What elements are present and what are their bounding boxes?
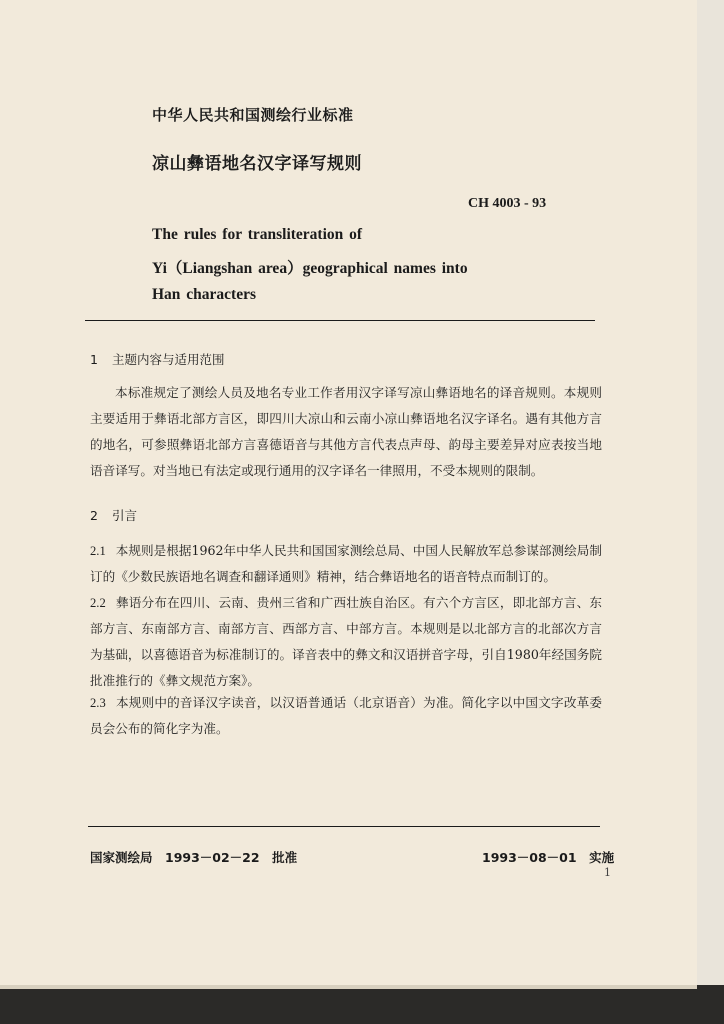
clause-2-1: [90, 538, 602, 590]
clause-number: 2.2: [90, 596, 106, 610]
clause-number: 2.3: [90, 696, 106, 710]
scan-margin-bottom: [0, 985, 724, 1024]
section-1-body: 本标准规定了测绘人员及地名专业工作者用汉字译写凉山彝语地名的译音规则。本规则主要适用于彝语北部方言区，即四川大凉山和云南小凉山彝语地名汉字译名。遇有其他方言的地名，可参照彝语北部方言喜德语音与其他方言代表点声母、韵母主要差异对应表按当地语音译写。对当地已有法定或现行通用的汉字译名一律照用，不受本规则的限制。: [90, 385, 602, 478]
clause-text: 本规则中的音译汉字读音，以汉语普通话（北京语音）为准。简化字以中国文字改革委员会公布的简化字为准。: [90, 695, 602, 736]
section-1-heading: [90, 350, 225, 368]
scan-margin-right: [697, 0, 724, 1024]
standard-code: CH 4003 - 93: [468, 196, 547, 211]
header-divider: [85, 320, 595, 321]
title-english-line-3: Han characters: [152, 286, 257, 303]
footer-divider: [88, 826, 600, 827]
approval-info: 国家测绘局 1993－02－22 批准: [90, 850, 298, 865]
page-number: 1: [604, 866, 611, 879]
section-2-title: 引言: [112, 508, 138, 523]
clause-text: 彝语分布在四川、云南、贵州三省和广西壮族自治区。有六个方言区，即北部方言、东部方言、东南部方言、南部方言、西部方言、中部方言。本规则是以北部方言的北部次方言为基础，以喜德语音为标准制订的。译音表中的彝文和汉语拼音字母，引自1980年经国务院批准推行的《彝文规范方案》。: [90, 595, 602, 688]
title-english-line-2: Yi（Liangshan area）geographical names into: [152, 260, 468, 277]
section-1-title: 主题内容与适用范围: [112, 352, 225, 367]
section-1-number: 1: [90, 352, 98, 367]
clause-2-2: [90, 590, 602, 694]
implementation-date: 1993－08－01 实施: [482, 850, 615, 865]
clause-text: 本规则是根据1962年中华人民共和国国家测绘总局、中国人民解放军总参谋部测绘局制订的《少数民族语地名调查和翻译通则》精神，结合彝语地名的语音特点而制订的。: [90, 543, 602, 584]
clause-2-3: [90, 690, 602, 742]
section-2-heading: [90, 506, 137, 524]
clause-number: 2.1: [90, 544, 106, 558]
title-english-line-1: The rules for transliteration of: [152, 226, 363, 243]
standard-organization: 中华人民共和国测绘行业标准: [152, 106, 354, 124]
section-2-number: 2: [90, 508, 98, 523]
title-chinese: 凉山彝语地名汉字译写规则: [152, 154, 362, 174]
